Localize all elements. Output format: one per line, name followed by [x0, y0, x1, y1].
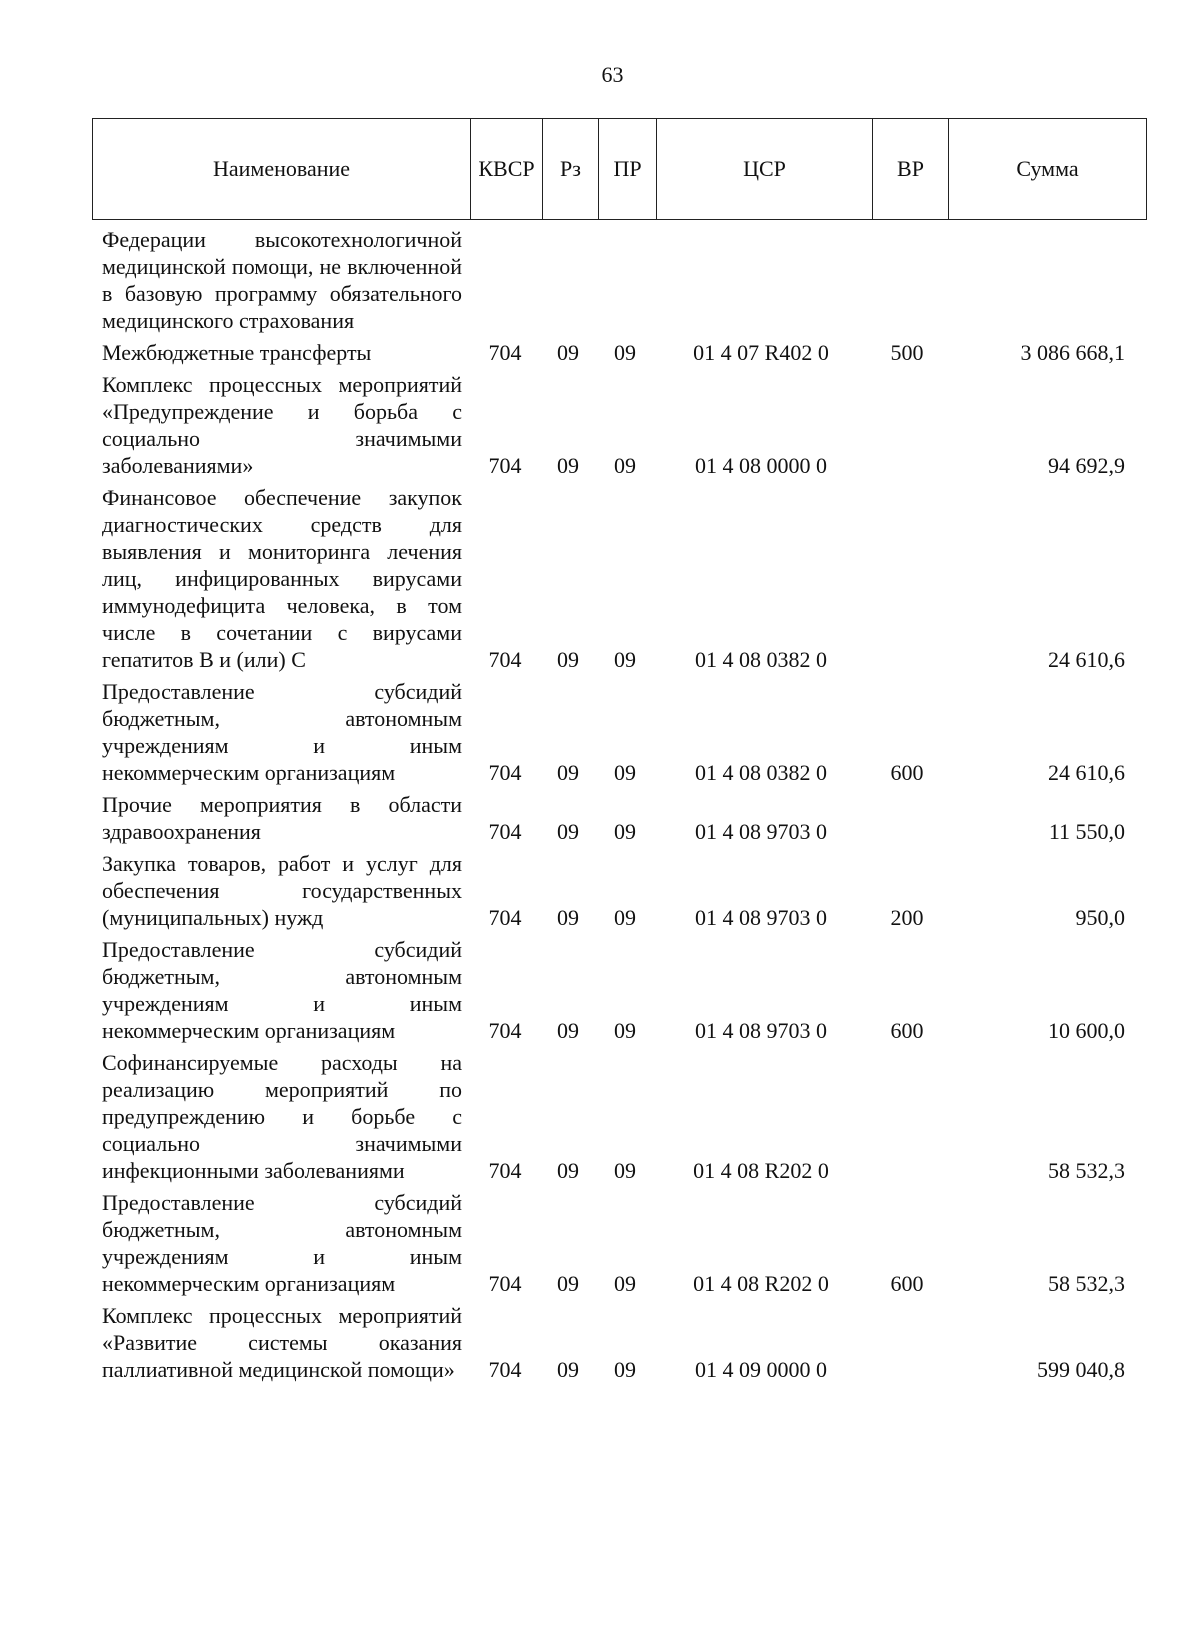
row-kvsr: 704: [488, 1158, 522, 1183]
row-vr: 600: [890, 1271, 924, 1296]
table-row: [102, 1189, 1152, 1297]
row-rz: 09: [557, 819, 579, 844]
row-pr: 09: [614, 905, 636, 930]
row-rz: 09: [557, 1158, 579, 1183]
table-row: [102, 226, 1152, 334]
page-number: 63: [601, 62, 624, 87]
table-row: [102, 339, 1152, 366]
row-vr: 500: [890, 340, 924, 365]
row-pr: 09: [614, 453, 636, 478]
table-row: [102, 850, 1152, 931]
row-vr: 600: [890, 1018, 924, 1043]
row-name: Предоставление субсидий бюджетным, автономным учреждениям и иным некоммерческим организациям: [102, 937, 462, 1043]
row-sum: 950,0: [1075, 905, 1125, 930]
row-kvsr: 704: [488, 1018, 522, 1043]
row-rz: 09: [557, 1018, 579, 1043]
row-rz: 09: [557, 1271, 579, 1296]
row-pr: 09: [614, 340, 636, 365]
row-csr: 01 4 08 9703 0: [695, 905, 827, 930]
row-name: Комплекс процессных мероприятий «Предупреждение и борьба с социально значимыми заболеваниями»: [102, 372, 462, 478]
header-kvsr: КВСР: [471, 119, 543, 220]
table-row: [102, 791, 1152, 845]
row-vr: 200: [890, 905, 924, 930]
row-rz: 09: [557, 340, 579, 365]
row-csr: 01 4 08 9703 0: [695, 1018, 827, 1043]
header-rz: Рз: [543, 119, 599, 220]
row-csr: 01 4 09 0000 0: [695, 1357, 827, 1382]
table-row: [102, 484, 1152, 673]
row-name: Предоставление субсидий бюджетным, автономным учреждениям и иным некоммерческим организациям: [102, 679, 462, 785]
row-name: Финансовое обеспечение закупок диагностических средств для выявления и мониторинга лечения лиц, инфицированных вирусами иммунодефицита человека, в том числе в сочетании с вирусами гепатитов B и (или) C: [102, 485, 462, 672]
row-name: Межбюджетные трансферты: [102, 340, 372, 365]
row-rz: 09: [557, 1357, 579, 1382]
row-sum: 10 600,0: [1048, 1018, 1125, 1043]
row-csr: 01 4 08 R202 0: [693, 1158, 829, 1183]
table-row: [102, 1049, 1152, 1184]
table-row: [102, 678, 1152, 786]
row-sum: 599 040,8: [1037, 1357, 1125, 1382]
row-pr: 09: [614, 1271, 636, 1296]
row-name: Комплекс процессных мероприятий «Развитие системы оказания паллиативной медицинской помощи»: [102, 1303, 462, 1382]
row-kvsr: 704: [488, 340, 522, 365]
header-csr: ЦСР: [657, 119, 873, 220]
row-sum: 94 692,9: [1048, 453, 1125, 478]
header-name: Наименование: [93, 119, 471, 220]
table-header: [92, 118, 1147, 220]
header-sum: Сумма: [949, 119, 1147, 220]
row-csr: 01 4 08 0382 0: [695, 760, 827, 785]
row-sum: 3 086 668,1: [1020, 340, 1125, 365]
row-sum: 24 610,6: [1048, 647, 1125, 672]
row-rz: 09: [557, 453, 579, 478]
table-row: [102, 371, 1152, 479]
row-kvsr: 704: [488, 760, 522, 785]
row-kvsr: 704: [488, 905, 522, 930]
row-rz: 09: [557, 647, 579, 672]
row-name: Предоставление субсидий бюджетным, автономным учреждениям и иным некоммерческим организациям: [102, 1190, 462, 1296]
row-csr: 01 4 07 R402 0: [693, 340, 829, 365]
row-sum: 24 610,6: [1048, 760, 1125, 785]
row-name: Закупка товаров, работ и услуг для обеспечения государственных (муниципальных) нужд: [102, 851, 462, 930]
row-name: Федерации высокотехнологичной медицинской помощи, не включенной в базовую программу обязательного медицинского страхования: [102, 227, 462, 333]
row-name: Прочие мероприятия в области здравоохранения: [102, 792, 462, 844]
row-csr: 01 4 08 0382 0: [695, 647, 827, 672]
row-pr: 09: [614, 1018, 636, 1043]
row-pr: 09: [614, 1158, 636, 1183]
row-csr: 01 4 08 R202 0: [693, 1271, 829, 1296]
header-pr: ПР: [599, 119, 657, 220]
table-row: [102, 936, 1152, 1044]
row-pr: 09: [614, 1357, 636, 1382]
row-name: Софинансируемые расходы на реализацию мероприятий по предупреждению и борьбе с социально значимыми инфекционными заболеваниями: [102, 1050, 462, 1183]
row-vr: 600: [890, 760, 924, 785]
row-pr: 09: [614, 760, 636, 785]
table-row: [102, 1302, 1152, 1383]
header-vr: ВР: [873, 119, 949, 220]
table-body: [102, 226, 1152, 1388]
row-rz: 09: [557, 760, 579, 785]
row-kvsr: 704: [488, 819, 522, 844]
row-sum: 58 532,3: [1048, 1158, 1125, 1183]
row-kvsr: 704: [488, 1271, 522, 1296]
row-csr: 01 4 08 0000 0: [695, 453, 827, 478]
row-kvsr: 704: [488, 1357, 522, 1382]
row-sum: 58 532,3: [1048, 1271, 1125, 1296]
row-pr: 09: [614, 647, 636, 672]
row-rz: 09: [557, 905, 579, 930]
row-kvsr: 704: [488, 453, 522, 478]
row-pr: 09: [614, 819, 636, 844]
row-sum: 11 550,0: [1048, 819, 1125, 844]
row-csr: 01 4 08 9703 0: [695, 819, 827, 844]
row-kvsr: 704: [488, 647, 522, 672]
